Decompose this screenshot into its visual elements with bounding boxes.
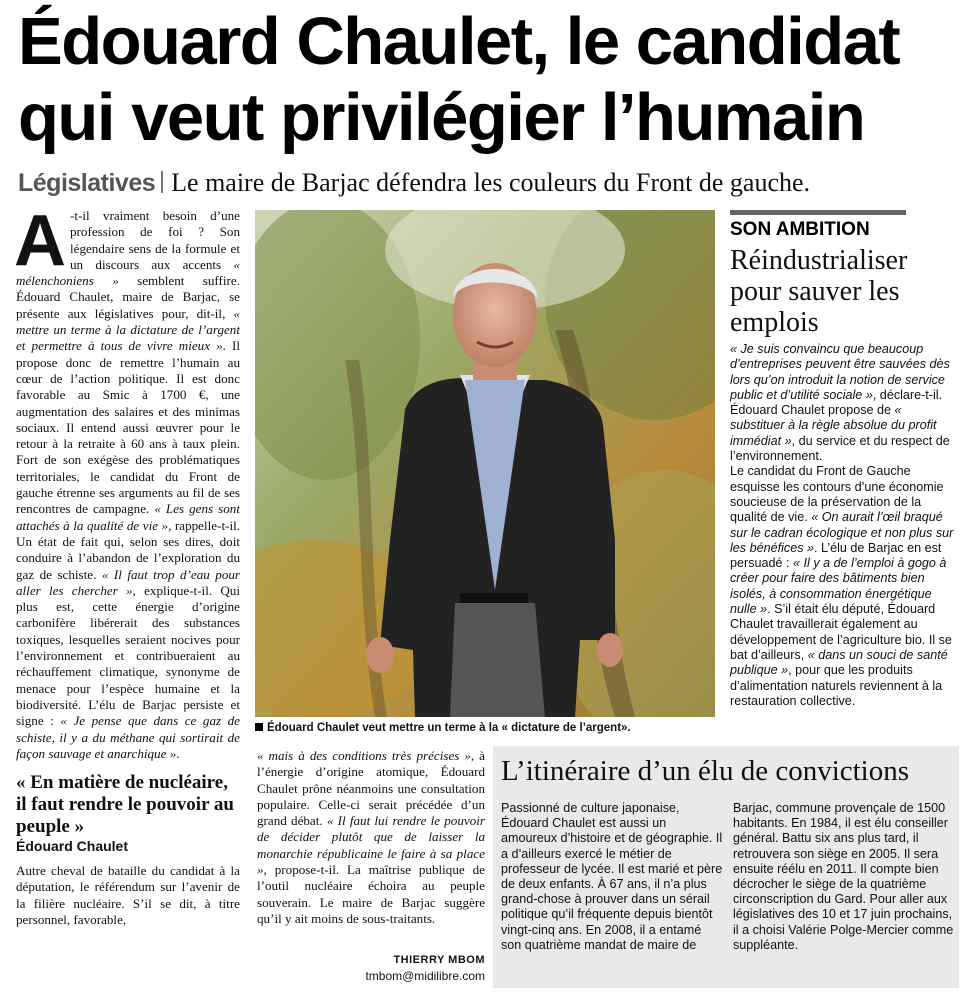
headline-line-1: Édouard Chaulet, le candidat bbox=[18, 4, 900, 79]
body-text: Le candidat du Front de Gauche esquisse les contours d’une économie soucieuse de la préservation de la qualité de vie. bbox=[730, 464, 944, 525]
body-text: . bbox=[176, 745, 180, 761]
sidebar-kicker: SON AMBITION bbox=[730, 219, 870, 240]
sidebar-paragraph-1 bbox=[730, 342, 957, 464]
byline bbox=[257, 953, 485, 985]
quoted-text: « Les gens sont attachés à la qualité de vie » bbox=[16, 501, 240, 533]
byline-email: tmbom@midilibre.com bbox=[365, 969, 485, 983]
quoted-text: « Il faut trop d’eau pour aller les chercher » bbox=[16, 566, 241, 598]
headline bbox=[18, 4, 958, 156]
article-paragraph-2: Autre cheval de bataille du candidat à la députation, le référendum sur l’avenir de la filière nucléaire. S’il se dit, à titre personnel, favorable, bbox=[16, 863, 240, 927]
body-text: , explique-t-il. Qui plus est, cette énergie d’origine carbonifère libérerait des substances toxiques, lesquelles seraient nocives pour l’environnement et contribueraient au réchauffement climatique, synonyme de menace pour l’espèce humaine et la biodiversité. L’élu de Barjac persiste et signe : bbox=[16, 582, 240, 729]
quoted-text: « Je pense que dans ce gaz de schiste, il y a du méthane qui sortirait de façon sauvage et anarchique » bbox=[16, 713, 240, 761]
sidebar-rule bbox=[730, 210, 906, 215]
rubric-label: Législatives bbox=[18, 169, 156, 197]
headline-line-2: qui veut privilégier l’humain bbox=[18, 80, 865, 155]
subheadline-text: Le maire de Barjac défendra les couleurs du Front de gauche. bbox=[171, 168, 811, 197]
photo-caption-text: Édouard Chaulet veut mettre un terme à la « dictature de l’argent». bbox=[267, 722, 631, 734]
body-text: , pour que les produits d’alimentation naturels reviennent à la restauration collective. bbox=[730, 663, 943, 708]
body-text: . Il propose donc de remettre l’humain au cœur de l’action politique. Il est donc favorable au Smic à 1700 €, une augmentation des salaires et des minimas sociaux. Il entend aussi œuvrer pour le retour à la retraite à 60 ans à taux plein. Fort de son exégèse des problématiques territoriales, le candidat du Front de gauche étrenne ses arguments au fil de ses rencontres de campagne. bbox=[16, 338, 240, 517]
itinerary-column-2 bbox=[733, 801, 955, 953]
caption-bullet-icon bbox=[255, 723, 263, 731]
itinerary-column-1 bbox=[501, 801, 723, 953]
body-text: . L’élu de Barjac en est persuadé : bbox=[730, 540, 942, 571]
quoted-text: « Il faut lui rendre le pouvoir de décider plutôt que de laisser la monarchie républicaine le faire à sa place » bbox=[257, 813, 485, 878]
article-paragraph-1 bbox=[14, 201, 241, 762]
drop-cap: A bbox=[14, 201, 66, 281]
sidebar-title: Réindustrialiser pour sauver les emplois bbox=[730, 245, 908, 338]
pull-quote-author: Édouard Chaulet bbox=[16, 838, 129, 855]
pull-quote: « En matière de nucléaire, il faut rendre le pouvoir au peuple » bbox=[16, 772, 234, 838]
quoted-text: « dans un souci de santé publique » bbox=[730, 647, 948, 678]
body-text: -t-il vraiment besoin d’une profession de foi ? Son légendaire sens de la formule et un discours aux accents bbox=[70, 208, 240, 272]
sidebar-ambition bbox=[730, 210, 957, 709]
quoted-text: « substituer à la règle absolue du profit immédiat » bbox=[730, 403, 937, 448]
body-text: , rappelle-t-il. Un état de fait qui, selon ses dires, doit conduire à l’abandon de l’exploration du gaz de schiste. bbox=[16, 517, 240, 582]
quoted-text: « Il y a de l’emploi à gogo à créer pour faire des bâtiments bien isolés, à consommation énergétique nulle » bbox=[730, 556, 947, 617]
body-text: semblent suffire. Édouard Chaulet, maire de Barjac, se présente aux législatives pour, dit-il, bbox=[16, 273, 240, 321]
sidebar-body bbox=[730, 342, 957, 709]
article-column-2 bbox=[257, 748, 485, 927]
body-text: , déclare-t-il. Édouard Chaulet propose de bbox=[730, 387, 943, 418]
body-text: , propose-t-il. La maîtrise publique de l’outil nucléaire échoira au peuple souverain. Le maire de Barjac suggère qu’il y ait moins de sous-traitants. bbox=[257, 862, 485, 926]
article-paragraph-3 bbox=[257, 748, 485, 927]
body-text: , du service et du respect de l’environnement. bbox=[730, 433, 950, 464]
photo-caption bbox=[255, 721, 725, 735]
article-column-1 bbox=[14, 201, 241, 928]
quoted-text: « Je suis convaincu que beaucoup d’entreprises peuvent être sauvées dès lors qu’on introduit la notion de service public et d’utilité sociale » bbox=[730, 342, 950, 402]
byline-author: THIERRY MBOM bbox=[393, 954, 485, 966]
sidebar-paragraph-2 bbox=[730, 464, 957, 709]
body-text: . S’il était élu député, Édouard Chaulet travaillerait également au développement de l’agriculture bio. Il se bat d’ailleurs, bbox=[730, 602, 952, 662]
body-text: , à l’énergie d’origine atomique, Édouard Chaulet prône néanmoins une consultation populaire. Celle-ci serait précédée d’un grand débat. bbox=[257, 748, 485, 829]
itinerary-text-2: Barjac, commune provençale de 1500 habitants. En 1984, il est élu conseiller général. Battu six ans plus tard, il retrouvera son siège en 2005. Il sera ensuite réélu en 2011. Il compte bien décrocher le siège de la quatrième circonscription du Gard. Pour aller aux législatives des 10 et 17 juin prochains, il a choisi Valérie Polge-Mercier comme suppléante. bbox=[733, 801, 954, 952]
itinerary-text-1: Passionné de culture japonaise, Édouard Chaulet est aussi un amoureux d’histoire et de géographie. Il a d’ailleurs exercé le métier de professeur de lycée. Il est marié et père de deux enfants. À 67 ans, il n’a plus grand-chose à prouver dans un sérail politique qu’il fréquente depuis bientôt vingt-cinq ans. En 2008, il a entamé son quatrième mandat de maire de bbox=[501, 801, 723, 952]
candidate-photo bbox=[255, 210, 715, 717]
subheadline bbox=[18, 166, 958, 200]
pull-quote-block bbox=[16, 772, 240, 854]
itinerary-title: L’itinéraire d’un élu de convictions bbox=[501, 755, 910, 787]
quoted-text: « mais à des conditions très précises » bbox=[257, 748, 471, 763]
itinerary-box bbox=[493, 746, 959, 988]
quoted-text: « mettre un terme à la dictature de l’argent et permettre à tous de vivre mieux » bbox=[16, 305, 240, 354]
quoted-text: « On aurait l’œil braqué sur le cadran écologique et non plus sur les bénéfices » bbox=[730, 510, 954, 555]
rubric-separator bbox=[161, 171, 163, 193]
candidate-photo-image bbox=[255, 210, 715, 717]
quoted-text: « mélenchoniens » bbox=[16, 256, 240, 289]
